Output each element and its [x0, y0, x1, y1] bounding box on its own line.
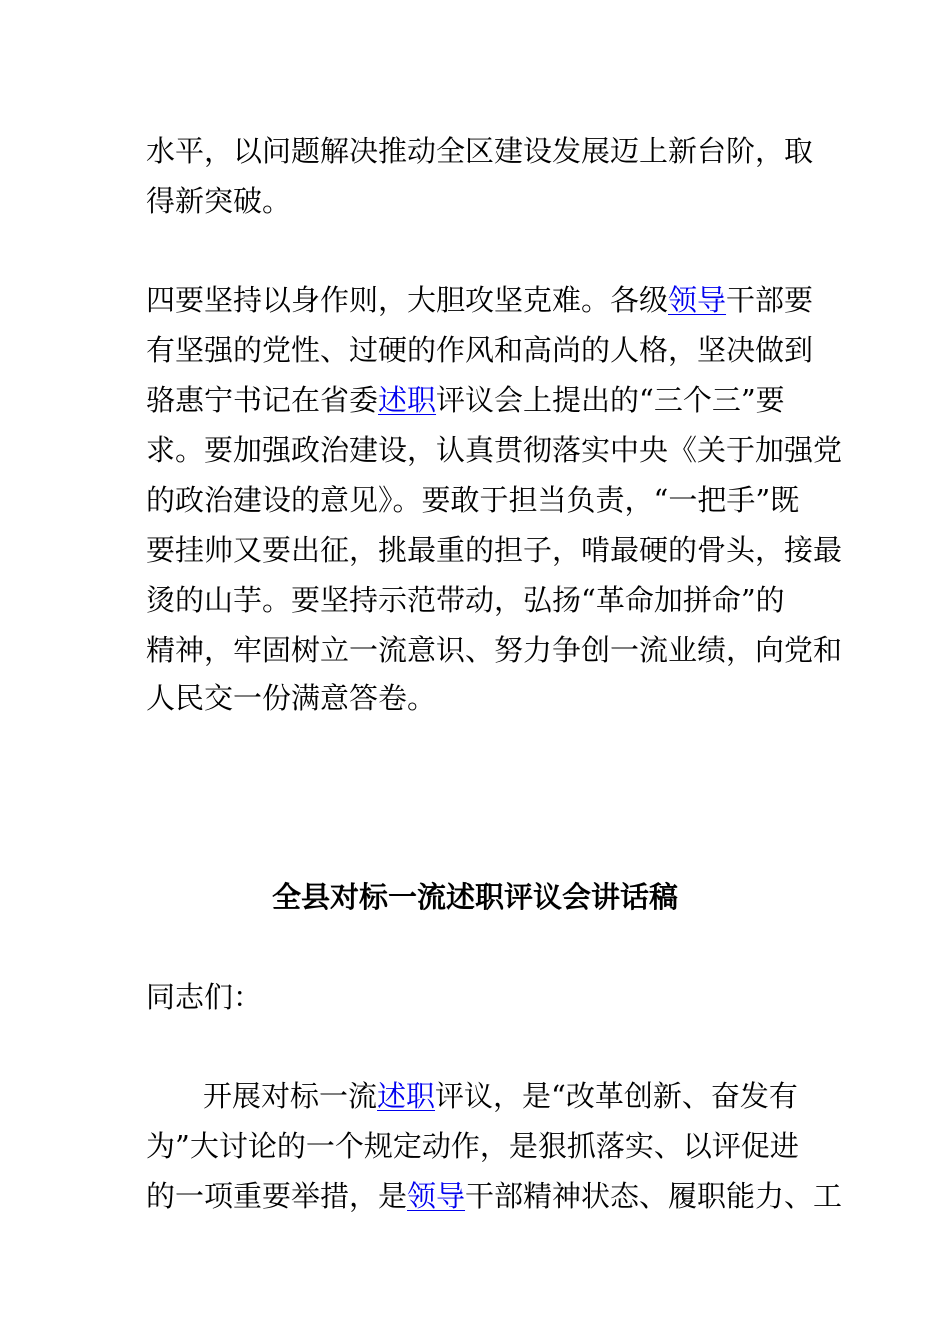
paragraph-line	[203, 1078, 798, 1114]
text-segment: 干部精神状态、履职能力、工	[465, 1179, 843, 1213]
paragraph-line: 精神，牢固树立一流意识、努力争创一流业绩，向党和	[146, 633, 843, 667]
paragraph-line: 人民交一份满意答卷。	[146, 681, 437, 715]
text-segment: 的一项重要举措，是	[146, 1179, 408, 1213]
link-shuzhi[interactable]: 述职	[377, 1079, 436, 1113]
paragraph-line: 求。要加强政治建设，认真贯彻落实中央《关于加强党	[146, 433, 843, 467]
paragraph-line: 有坚强的党性、过硬的作风和高尚的人格，坚决做到	[146, 333, 814, 367]
paragraph-line: 烫的山芋。要坚持示范带动，弘扬“革命加拼命”的	[146, 583, 785, 617]
paragraph-line: 要挂帅又要出征，挑最重的担子，啃最硬的骨头，接最	[146, 533, 843, 567]
paragraph-line: 为”大讨论的一个规定动作，是狠抓落实、以评促进	[146, 1129, 799, 1163]
link-lingdao[interactable]: 领导	[407, 1179, 466, 1213]
paragraph-line	[146, 382, 785, 418]
paragraph-line: 的政治建设的意见》。要敢于担当负责，“一把手”既	[146, 483, 800, 517]
paragraph-line	[146, 1178, 842, 1214]
paragraph-line	[146, 282, 813, 318]
link-lingdao[interactable]: 领导	[668, 283, 727, 317]
text-segment: 四要坚持以身作则，大胆攻坚克难。各级	[146, 283, 669, 317]
text-segment: 干部要	[726, 283, 814, 317]
section-title: 全县对标一流述职评议会讲话稿	[271, 880, 678, 914]
text-segment: 评议，是“改革创新、奋发有	[435, 1079, 798, 1113]
paragraph-line: 得新突破。	[146, 184, 292, 218]
salutation: 同志们：	[146, 980, 263, 1014]
link-shuzhi[interactable]: 述职	[378, 383, 437, 417]
text-segment: 开展对标一流	[203, 1079, 378, 1113]
text-segment: 骆惠宁书记在省委	[146, 383, 379, 417]
paragraph-line: 水平，以问题解决推动全区建设发展迈上新台阶，取	[146, 134, 814, 168]
text-segment: 评议会上提出的“三个三”要	[436, 383, 785, 417]
